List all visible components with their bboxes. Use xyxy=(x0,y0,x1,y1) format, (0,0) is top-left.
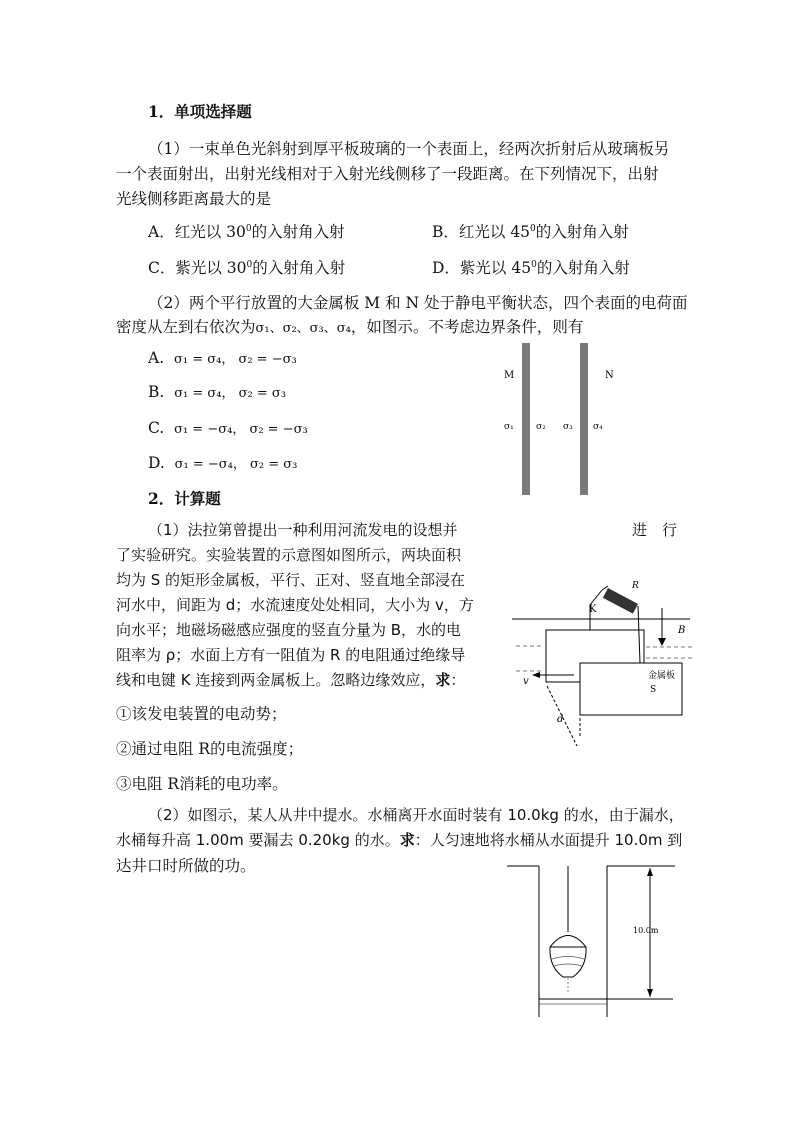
q2-text-line-1: （2）两个平行放置的大金属板 M 和 N 处于静电平衡状态，四个表面的电荷面 xyxy=(148,294,688,312)
calc-q2-line-2: 水桶每升高 1.00m 要漏去 0.20kg 的水。求：人匀速地将水桶从水面提升 10.0m 到 xyxy=(116,831,683,849)
q1-text-line-2: 一个表面射出，出射光线相对于入射光线侧移了一段距离。在下列情况下，出射 xyxy=(116,165,659,183)
calc-q1-sub-3: ③电阻 R消耗的电功率。 xyxy=(116,775,288,793)
resistor-label: R xyxy=(632,581,639,591)
plate-area-label: S xyxy=(650,685,657,695)
b-field-arrowhead xyxy=(658,638,666,646)
resistor xyxy=(603,588,638,614)
switch-label: K xyxy=(589,604,597,615)
q1-text-line-1: （1）一束单色光斜射到厚平板玻璃的一个表面上，经两次折射后从玻璃板另 xyxy=(148,140,670,158)
label-n: N xyxy=(605,370,614,381)
calc-q1-line-1: （1）法拉第曾提出一种利用河流发电的设想并 xyxy=(148,521,458,539)
q2-option-b: B. σ₁ = σ₄， σ₂ = σ₃ xyxy=(148,383,286,401)
q1-option-d: D．紫光以 $45^0$的入射角入射 xyxy=(432,259,630,277)
distance-label: d xyxy=(557,714,564,725)
metal-plate-label: 金属板 xyxy=(648,671,676,681)
q2-option-d: D. σ₁ = −σ₄， σ₂ = σ₃ xyxy=(148,454,298,472)
q1-option-a: A．红光以 $30^0$的入射角入射 xyxy=(148,223,345,241)
q2-option-a: A. σ₁ = σ₄， σ₂ = −σ₃ xyxy=(148,349,297,367)
label-m: M xyxy=(504,370,515,381)
sigma-2: σ₂ xyxy=(536,422,546,432)
metal-plates-figure xyxy=(495,340,635,500)
calc-q2-line-3: 达井口时所做的功。 xyxy=(116,857,256,875)
height-arrow-top xyxy=(647,868,653,876)
sigma-1: σ₁ xyxy=(504,422,514,432)
q2-text-line-2: 密度从左到右依次为σ₁、σ₂、σ₃、σ₄，如图示。不考虑边界条件，则有 xyxy=(116,318,584,336)
b-field-label: B xyxy=(678,625,686,636)
velocity-label: v xyxy=(523,676,529,687)
river-generator-figure xyxy=(510,578,700,778)
calc-q1-line-1-tail: 进 行 xyxy=(632,521,678,539)
wire-top xyxy=(602,586,608,590)
q1-option-b: B．红光以 $45^0$的入射角入射 xyxy=(432,223,629,241)
sigma-4: σ₄ xyxy=(593,422,603,432)
height-label: 10.0m xyxy=(633,926,659,935)
height-arrow-bottom xyxy=(647,989,653,997)
calc-q1-sub-2: ②通过电阻 R的电流强度； xyxy=(116,740,304,758)
calc-q1-line-6: 阻率为 ρ；水面上方有一阻值为 R 的电阻通过绝缘导 xyxy=(116,646,466,664)
calc-q1-line-7: 线和电键 K 连接到两金属板上。忽略边缘效应，求： xyxy=(116,671,466,689)
calc-q1-line-4: 河水中，间距为 d；水流速度处处相同，大小为 v，方 xyxy=(116,596,474,614)
plate-n xyxy=(580,343,588,495)
q1-text-line-3: 光线侧移距离最大的是 xyxy=(116,190,272,208)
calc-q1-line-2: 了实验研究。实验装置的示意图如图所示，两块面积 xyxy=(116,546,462,564)
section-2-heading: 2．计算题 xyxy=(148,489,221,508)
q1-option-c: C．紫光以 $30^0$的入射角入射 xyxy=(148,259,346,277)
section-1-heading: 1．单项选择题 xyxy=(148,102,252,121)
velocity-arrowhead xyxy=(532,672,540,678)
calc-q1-line-5: 向水平；地磁场磁感应强度的竖直分量为 B，水的电 xyxy=(116,621,462,639)
q2-option-c: C. σ₁ = −σ₄， σ₂ = −σ₃ xyxy=(148,419,308,437)
calc-q1-line-3: 均为 S 的矩形金属板，平行、正对、竖直地全部浸在 xyxy=(116,571,466,589)
calc-q1-sub-1: ①该发电装置的电动势； xyxy=(116,705,287,723)
well-figure xyxy=(505,862,695,1022)
sigma-3: σ₃ xyxy=(563,422,573,432)
plate-m xyxy=(522,343,530,495)
calc-q2-line-1: （2）如图示，某人从井中提水。水桶离开水面时装有 10.0kg 的水，由于漏水， xyxy=(148,806,684,824)
